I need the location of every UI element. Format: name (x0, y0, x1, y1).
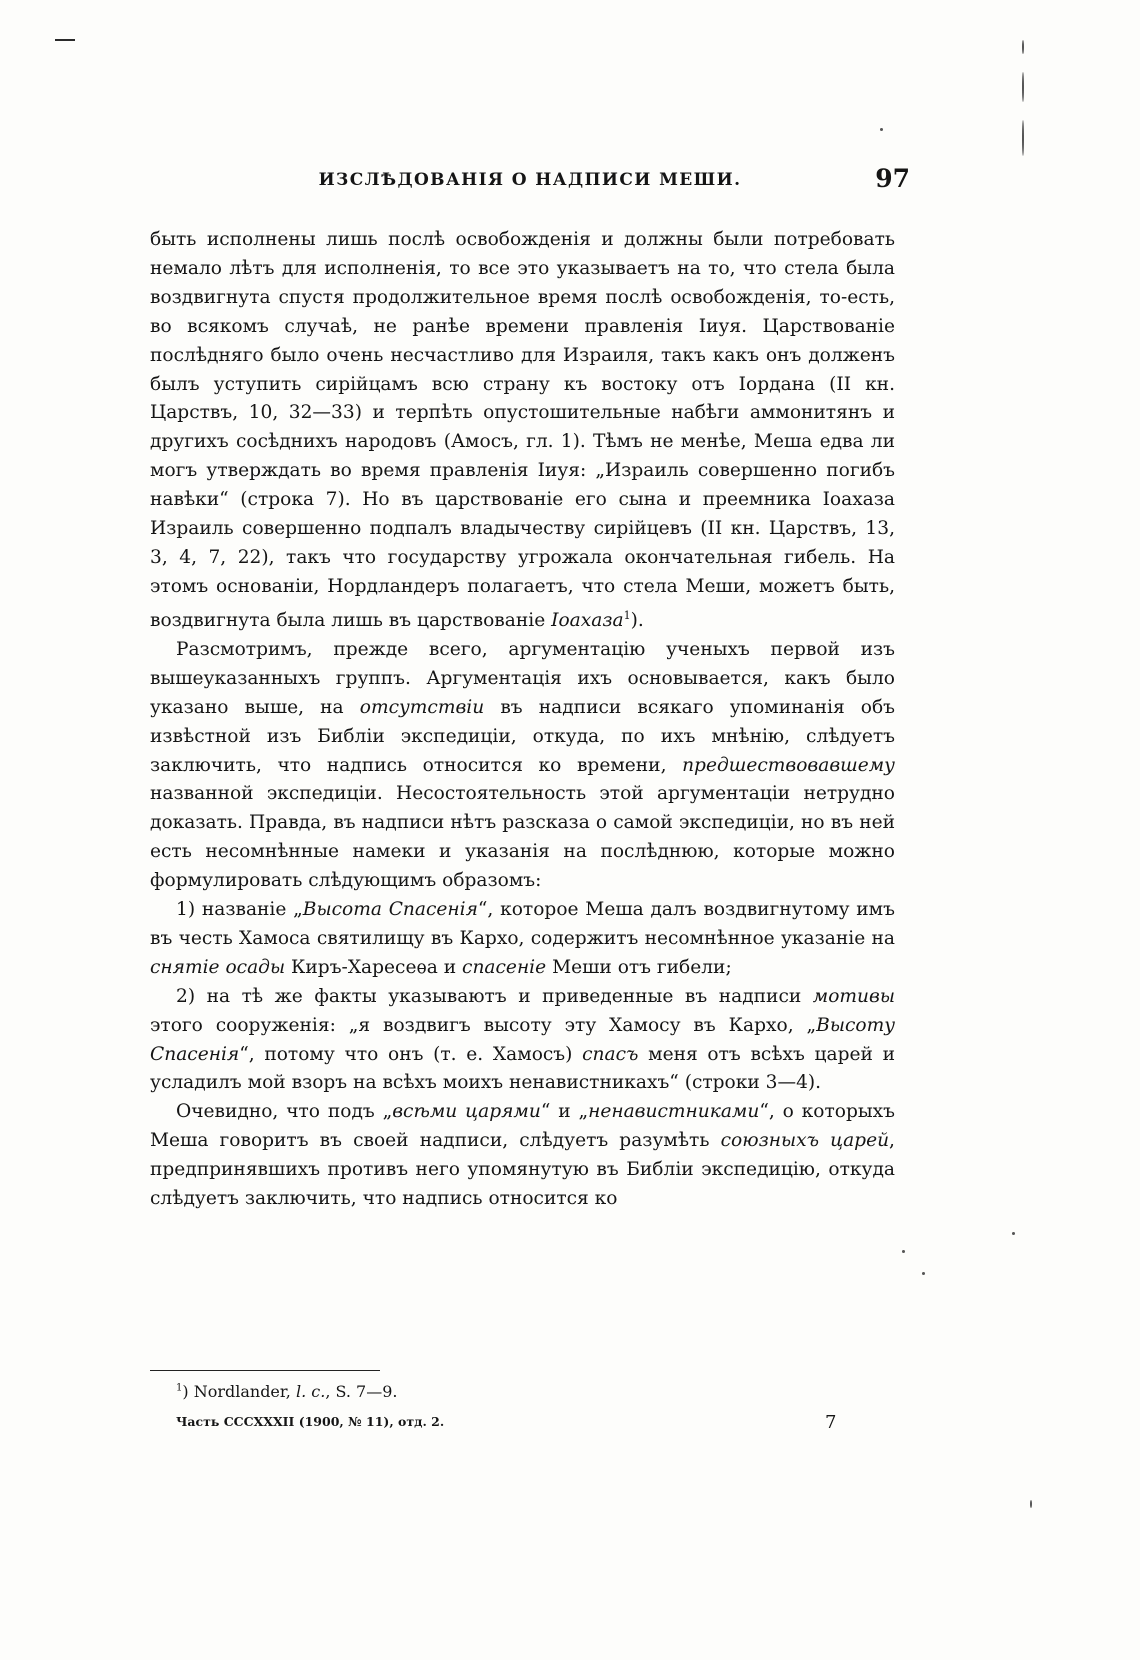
running-header (150, 164, 910, 200)
paragraph-text: этого сооруженія: „я воздвигъ высоту эту Хамосу въ Кархо, „ (150, 1014, 817, 1036)
emphasis: мотивы (812, 985, 895, 1007)
paragraph-text: 2) на тѣ же факты указываютъ и приведенные въ надписи (176, 985, 802, 1007)
emphasis: всѣми царями (392, 1101, 541, 1123)
emphasis: предшествовавшему (682, 754, 895, 776)
emphasis: спасеніе (462, 956, 547, 978)
running-title: ИЗСЛѢДОВАНІЯ О НАДПИСИ МЕШИ. (318, 170, 742, 190)
paragraph-text: ). (630, 609, 644, 631)
paragraph-text: “ и „ (540, 1101, 589, 1123)
footnote-mark: 1 (176, 1382, 183, 1394)
paragraph-text: Разсмотримъ, прежде всего, аргументацію ученыхъ первой изъ вышеуказанныхъ группъ. Аргументація ихъ основывается, какъ было указано выше, на (150, 638, 895, 718)
scan-mark (1022, 120, 1024, 156)
paragraph-2 (150, 636, 895, 896)
page-number: 97 (875, 164, 910, 193)
paragraph-text: названной экспедиціи. Несостоятельность этой аргументаціи нетрудно доказать. Правда, въ надписи нѣтъ разсказа о самой экспедиціи, но въ ней есть несомнѣнные намеки и указанія на послѣднюю, которые можно формулировать слѣдующимъ образомъ: (150, 783, 895, 892)
paragraph-text: “, о которыхъ Меша говоритъ въ своей надписи, слѣдуетъ разумѣть (150, 1101, 895, 1152)
scan-mark (880, 128, 883, 131)
footnote-rule (150, 1370, 380, 1371)
scan-mark (1012, 1232, 1015, 1235)
body-text (150, 226, 895, 1214)
scan-mark (55, 39, 75, 41)
emphasis: ненавистниками (588, 1101, 760, 1123)
emphasis: Высоту Спасенія (150, 1014, 895, 1065)
emphasis: снятіе осады (150, 956, 286, 978)
emphasis: Высота Спасенія (302, 899, 478, 921)
signature-line: Часть CCCXXXII (1900, № 11), отд. 2. (176, 1414, 445, 1429)
paragraph-text: въ надписи всякаго упоминанія объ извѣстной изъ Библіи экспедиціи, откуда, по ихъ мнѣнію, слѣдуетъ заключить, что надпись относится ко времени, (150, 696, 896, 776)
emphasis: Іоахаза (551, 609, 624, 631)
paragraph-text: меня отъ всѣхъ царей и усладилъ мой взоръ на всѣхъ моихъ ненавистникахъ“ (строки 3—4). (150, 1043, 896, 1094)
footnote-locus: l. c. (295, 1382, 326, 1401)
paragraph-1 (150, 226, 895, 636)
paragraph-text: , предпринявшихъ противъ него упомянутую въ Библіи экспедицію, откуда слѣдуетъ заключить, что надпись относится ко (150, 1130, 895, 1210)
paragraph-text: “, потому что онъ (т. е. Хамосъ) (239, 1043, 573, 1065)
footnote-ref: 1 (623, 608, 631, 622)
paragraph-text: Киръ-Харесеѳа и (291, 956, 457, 978)
scan-mark (1022, 72, 1024, 102)
paragraph-text: “, которое Меша далъ воздвигнутому имъ въ честь Хамоса святилищу въ Кархо, содержитъ несомнѣнное указаніе на (150, 899, 895, 949)
footnote-author: ) Nordlander, (182, 1382, 291, 1401)
emphasis: союзныхъ царей (720, 1130, 890, 1152)
scan-mark (922, 1272, 925, 1275)
sheet-number: 7 (825, 1412, 837, 1433)
scan-mark (1030, 1500, 1032, 1508)
scan-mark (1022, 40, 1024, 54)
paragraph-3 (150, 896, 895, 983)
emphasis: спасъ (582, 1043, 639, 1065)
paragraph-4 (150, 983, 895, 1099)
paragraph-text: быть исполнены лишь послѣ освобожденія и должны были потребовать немало лѣтъ для исполненія, то все это указываетъ на то, что стела была воздвигнута спустя продолжительное время послѣ освобожденія, то-есть, во всякомъ случаѣ, не ранѣе времени правленія Іиуя. Царствованіе послѣдняго было очень несчастливо для Израиля, такъ какъ онъ долженъ былъ уступить сирійцамъ всю страну къ востоку отъ Іордана (II кн. Царствъ, 10, 32—33) и терпѣть опустошительные набѣги аммонитянъ и другихъ сосѣднихъ народовъ (Амосъ, гл. 1). Тѣмъ не менѣе, Меша едва ли могъ утверждать во время правленія Іиуя: „Израиль совершенно погибъ навѣки“ (строка 7). Но въ царствованіе его сына и преемника Іоахаза Израиль совершенно подпалъ владычеству сирійцевъ (II кн. Царствъ, 13, 3, 4, 7, 22), такъ что государству угрожала окончательная гибель. На этомъ основаніи, Нордландеръ полагаетъ, что стела Меши, можетъ быть, воздвигнута была лишь въ царствованіе (150, 229, 895, 631)
footnote-pages: , S. 7—9. (325, 1382, 398, 1401)
scan-mark (902, 1250, 905, 1253)
paragraph-5 (150, 1098, 895, 1214)
footnote (176, 1382, 398, 1401)
paragraph-text: Меши отъ гибели; (552, 956, 732, 978)
paragraph-text: Очевидно, что подъ „ (176, 1101, 393, 1123)
paragraph-text: 1) названіе „ (176, 899, 303, 921)
emphasis: отсутствіи (359, 696, 485, 718)
